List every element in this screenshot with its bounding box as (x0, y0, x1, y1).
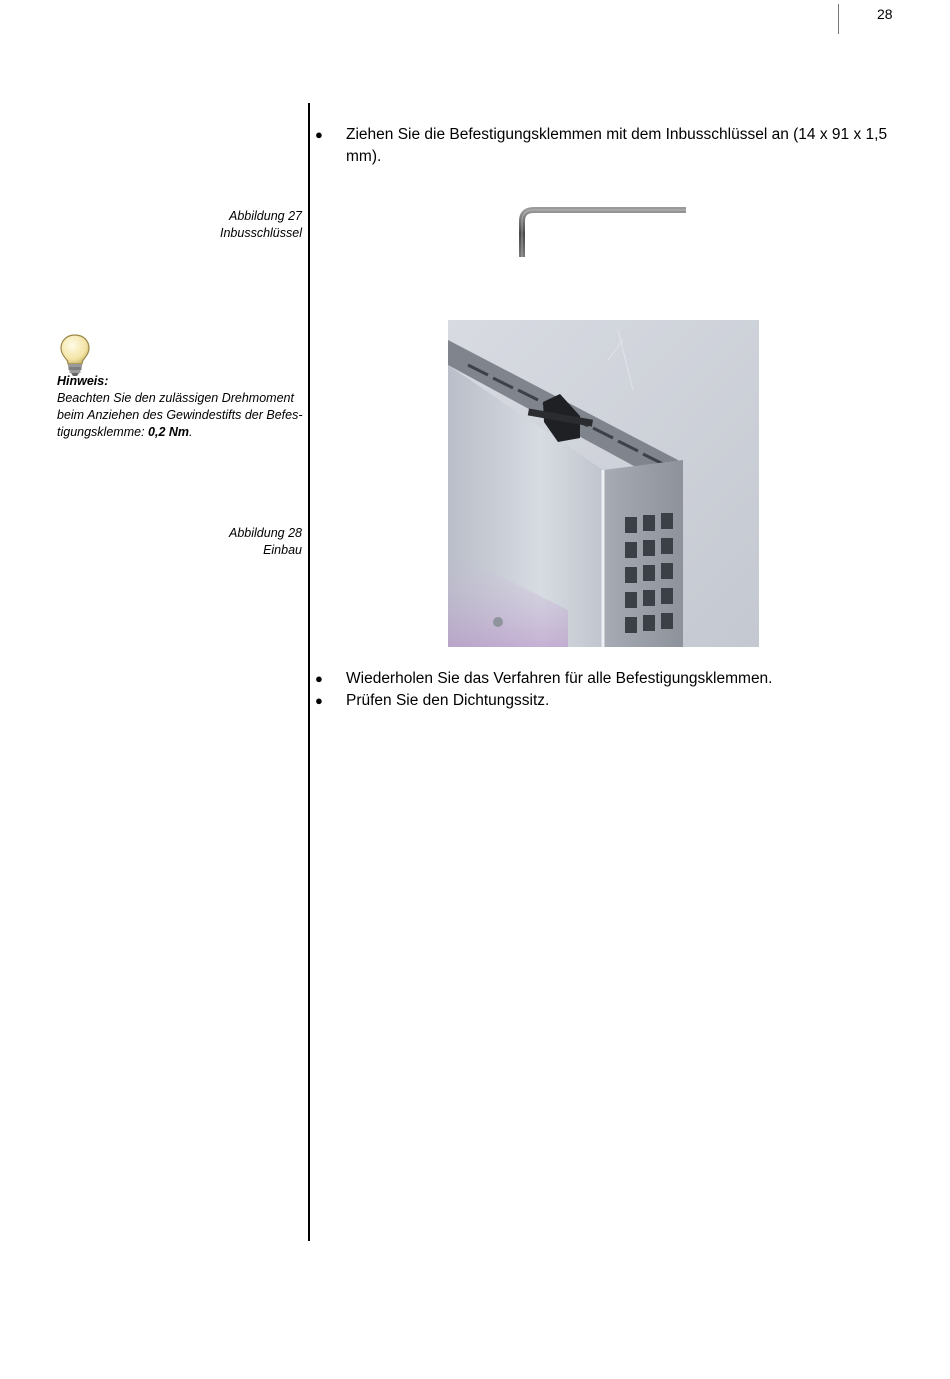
figure-27-caption (220, 208, 302, 242)
bullet-icon: ● (315, 693, 323, 708)
note-box (57, 333, 307, 441)
lightbulb-icon (57, 333, 93, 377)
header-divider (838, 4, 839, 34)
note-title: Hinweis: (57, 374, 109, 388)
instruction-list-bottom (314, 668, 904, 712)
page-number: 28 (877, 6, 893, 22)
instruction-list-top (314, 124, 904, 168)
note-suffix: . (189, 425, 193, 439)
figure-title: Inbusschlüssel (220, 226, 302, 240)
list-item (314, 668, 904, 690)
installation-photo (448, 320, 759, 647)
note-text-block (57, 390, 307, 441)
column-divider (308, 103, 310, 1241)
list-item (314, 124, 904, 168)
figure-label: Abbildung 27 (229, 209, 302, 223)
instruction-text: Wiederholen Sie das Verfahren für alle Befestigungsklemmen. (346, 670, 773, 687)
allen-key-image (518, 207, 688, 261)
bullet-icon: ● (315, 127, 323, 142)
torque-value: 0,2 Nm (148, 425, 190, 439)
bullet-icon: ● (315, 671, 323, 686)
instruction-text: Ziehen Sie die Befestigungsklemmen mit dem Inbusschlüssel an (14 x 91 x 1,5 mm). (346, 126, 888, 165)
figure-28-caption (229, 525, 302, 559)
note-text: Beachten Sie den zulässigen Drehmoment beim Anziehen des Gewindestifts der Befes-tigungsklemme: (57, 391, 303, 439)
figure-label: Abbildung 28 (229, 526, 302, 540)
instruction-text: Prüfen Sie den Dichtungssitz. (346, 692, 550, 709)
list-item (314, 690, 904, 712)
figure-title: Einbau (263, 543, 302, 557)
